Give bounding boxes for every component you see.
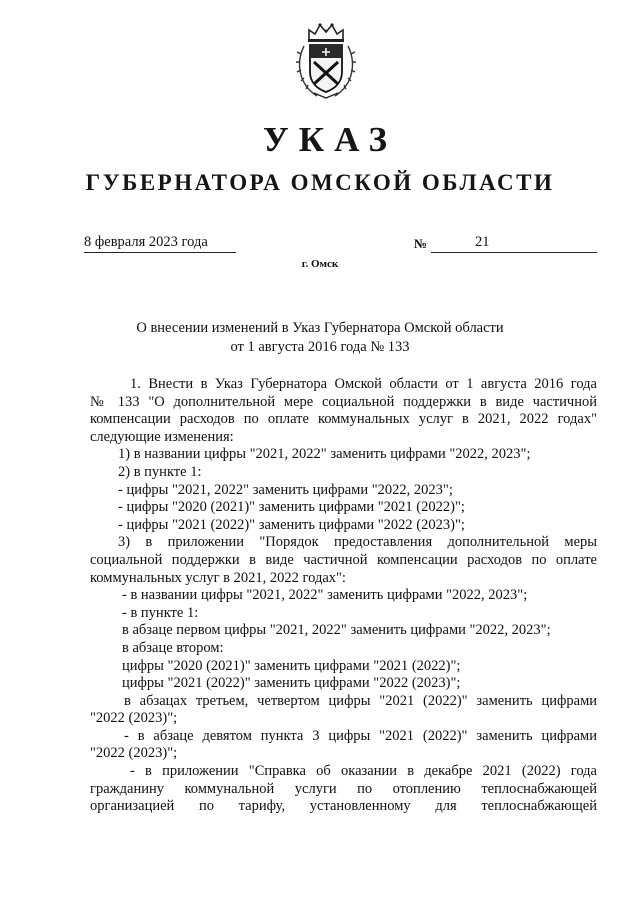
body-line: - цифры "2021, 2022" заменить цифрами "2022, 2023"; — [118, 481, 453, 498]
decree-body — [90, 376, 597, 816]
body-line: - цифры "2021 (2022)" заменить цифрами "2022 (2023)"; — [118, 516, 465, 533]
body-line: - в абзаце девятом пункта 3 цифры "2021 (2022)" заменить цифрами — [124, 727, 597, 744]
body-line: 2) в пункте 1: — [118, 463, 202, 480]
decree-number: 21 — [475, 234, 490, 250]
document-subtitle: ГУБЕРНАТОРА ОМСКОЙ ОБЛАСТИ — [85, 170, 555, 195]
body-line: - в приложении "Справка об оказании в декабре 2021 (2022) года — [130, 763, 597, 780]
document-title: УКАЗ — [263, 120, 397, 159]
body-line: в абзаце втором: — [122, 639, 224, 656]
body-line: компенсации расходов по оплате коммунальных услуг в 2021, 2022 годах" — [90, 411, 597, 428]
body-line: следующие изменения: — [90, 428, 234, 445]
body-line: "2022 (2023)"; — [90, 710, 178, 727]
omsk-coat-of-arms-emblem — [295, 22, 357, 100]
body-line: в абзацах третьем, четвертом цифры "2021 (2022)" заменить цифрами — [124, 692, 597, 709]
body-line: - цифры "2020 (2021)" заменить цифрами "2021 (2022)"; — [118, 499, 465, 516]
decree-date: 8 февраля 2023 года — [84, 234, 236, 253]
body-line: - в пункте 1: — [122, 604, 199, 621]
body-line: гражданину коммунальной услуги по отоплению теплоснабжающей — [90, 780, 597, 797]
body-line: коммунальных услуг в 2021, 2022 годах": — [90, 569, 346, 586]
body-line: - в названии цифры "2021, 2022" заменить цифрами "2022, 2023"; — [122, 587, 528, 604]
heading-line-2: от 1 августа 2016 года № 133 — [230, 339, 410, 355]
decree-number-sign: № — [414, 236, 428, 251]
body-line: социальной поддержки в виде частичной компенсации расходов по оплате — [90, 551, 597, 568]
body-line: 3) в приложении "Порядок предоставления дополнительной меры — [118, 534, 597, 551]
body-line: цифры "2021 (2022)" заменить цифрами "2022 (2023)"; — [122, 675, 461, 692]
body-line: 1) в названии цифры "2021, 2022" заменить цифрами "2022, 2023"; — [118, 446, 531, 463]
decree-number-field — [431, 234, 597, 253]
body-line: № 133 "О дополнительной мере социальной поддержки в виде частичной — [90, 393, 597, 410]
body-line: 1. Внести в Указ Губернатора Омской области от 1 августа 2016 года — [130, 376, 597, 392]
decree-heading — [0, 319, 640, 357]
body-line: цифры "2020 (2021)" заменить цифрами "2021 (2022)"; — [122, 657, 461, 674]
body-line: в абзаце первом цифры "2021, 2022" заменить цифрами "2022, 2023"; — [122, 622, 551, 639]
decree-city: г. Омск — [301, 258, 339, 270]
body-line: "2022 (2023)"; — [90, 745, 178, 762]
heading-line-1: О внесении изменений в Указ Губернатора Омской области — [136, 320, 504, 336]
body-line: организацией по тарифу, установленному для теплоснабжающей — [90, 798, 597, 815]
